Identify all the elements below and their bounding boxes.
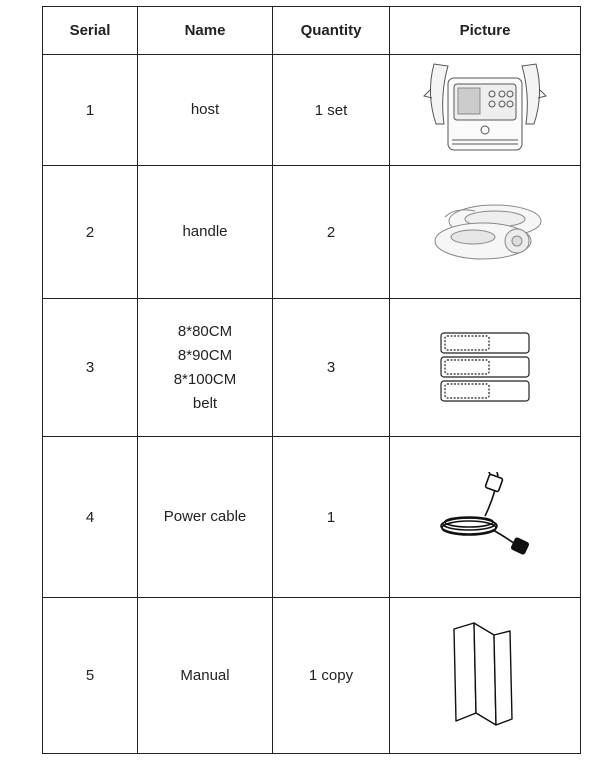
quantity-cell: 2 (273, 166, 390, 299)
picture-cell (390, 166, 581, 299)
name-line: handle (182, 223, 228, 240)
handle-illustration (425, 197, 545, 267)
table-row (43, 598, 581, 754)
serial-cell: 5 (43, 598, 138, 754)
table-row (43, 55, 581, 166)
picture-cell (390, 437, 581, 598)
manual-illustration (450, 621, 520, 731)
table-row (43, 437, 581, 598)
name-cell (138, 299, 273, 437)
picture-cell (390, 598, 581, 754)
name-cell (138, 598, 273, 754)
serial-cell: 1 (43, 55, 138, 166)
quantity-cell: 1 set (273, 55, 390, 166)
name-line: Power cable (163, 508, 247, 525)
name-line: Manual (180, 666, 230, 684)
table-row (43, 299, 581, 437)
header-serial: Serial (43, 7, 138, 55)
picture-cell (390, 299, 581, 437)
name-cell (138, 166, 273, 299)
serial-cell: 2 (43, 166, 138, 299)
belts-illustration (437, 331, 533, 405)
header-name: Name (138, 7, 273, 55)
name-line: 8*80CM (177, 322, 233, 340)
serial-cell: 4 (43, 437, 138, 598)
quantity-cell: 1 copy (273, 598, 390, 754)
quantity-cell: 1 (273, 437, 390, 598)
table-row (43, 166, 581, 299)
quantity-cell: 3 (273, 299, 390, 437)
name-line: host (190, 101, 220, 118)
name-line: 8*90CM (177, 346, 233, 364)
name-line: 8*100CM (173, 370, 237, 388)
packing-list-table (42, 6, 581, 754)
header-quantity: Quantity (273, 7, 390, 55)
host-machine-illustration (420, 60, 550, 160)
picture-cell (390, 55, 581, 166)
header-picture: Picture (390, 7, 581, 55)
power-cable-illustration (435, 472, 535, 562)
name-line: belt (192, 394, 218, 412)
serial-cell: 3 (43, 299, 138, 437)
header-row (43, 7, 581, 55)
name-cell (138, 55, 273, 166)
name-cell (138, 437, 273, 598)
